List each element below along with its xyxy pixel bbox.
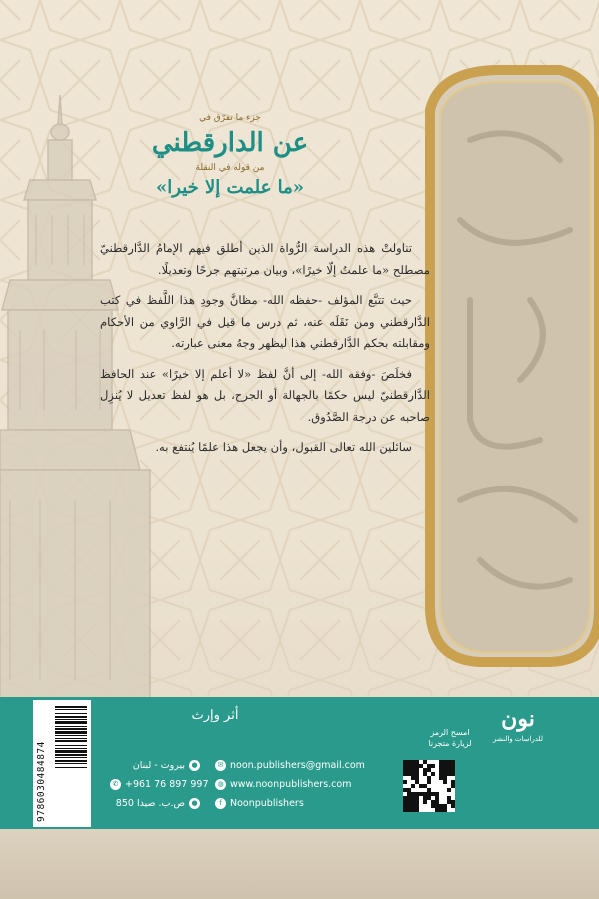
noon-logo-subtitle: للدراسات والنشر xyxy=(493,735,543,743)
facebook-icon: f xyxy=(215,798,226,809)
qr-code-icon xyxy=(403,760,455,812)
blurb-text xyxy=(100,238,430,468)
athar-wa-irth-logo: أثر وإرث xyxy=(191,708,239,723)
store-qr-code[interactable] xyxy=(403,760,455,812)
title-quoted-phrase: «ما علمت إلا خيرا» xyxy=(156,177,304,198)
isbn-number: 9786030484874 xyxy=(36,741,47,822)
book-title: عن الدارقطني xyxy=(151,128,309,158)
qr-caption: امسح الرمز لزيارة متجرنا xyxy=(428,728,472,748)
phone-icon: ✆ xyxy=(110,779,121,790)
address-city: ●بيروت - لبنان xyxy=(100,760,200,771)
globe-icon: ◍ xyxy=(215,779,226,790)
contact-email[interactable]: ✉ noon.publishers@gmail.com xyxy=(215,760,365,771)
po-box: ●ص.ب. صيدا 850 xyxy=(100,798,200,809)
blurb-paragraph-3: فخلَصَ -وفقه الله- إلى أنَّ لفظ «لا أعلم إلا خيرًا» عند الحافظ الدَّارقطنيّ ليس حكمًا بالجهالة أو الجرح، بل هو لفظ تعديل لا يُنزِل صاحبه عن درجة الصَّدُوق. xyxy=(100,366,430,424)
contact-phone[interactable]: ✆ +961 76 897 997 xyxy=(110,779,209,790)
blurb-paragraph-4: سائلين الله تعالى القبول، وأن يجعل هذا علمًا يُنتفع به. xyxy=(155,440,412,454)
contact-website[interactable]: ◍ www.noonpublishers.com xyxy=(215,779,351,790)
title-block xyxy=(130,112,330,200)
title-subtitle: من قوله في النقلة xyxy=(195,163,265,173)
blurb-paragraph-2: حيث تتبَّع المؤلف -حفظه الله- مظانَّ وجودِ هذا اللَّفظ في كتب الدَّارقطني ومن نَقَلَه عنه، ثم درس ما قيل في الرَّاوي من الأحكام ومقابلته بحكم الدَّارقطني هذا ليظهر وجهُ معنى عبارته. xyxy=(100,293,430,350)
bottom-background-band xyxy=(0,829,599,899)
pin-icon: ● xyxy=(189,798,200,809)
envelope-icon: ✉ xyxy=(215,760,226,771)
contact-social[interactable]: f Noonpublishers xyxy=(215,798,304,809)
location-pin-icon: ● xyxy=(189,760,200,771)
blurb-paragraph-1: تناولتْ هذه الدراسة الرُّواة الذين أطلق فيهم الإمامُ الدَّارقطنيّ مصطلح «ما علمتُ إلّا خيرًا»، وبيان مرتبتهم جرحًا وتعديلًا. xyxy=(100,241,430,277)
title-prefix: جزء ما تفرّق في xyxy=(199,113,261,123)
noon-logo-mark: نون xyxy=(501,706,535,732)
noon-publisher-logo xyxy=(483,705,553,744)
